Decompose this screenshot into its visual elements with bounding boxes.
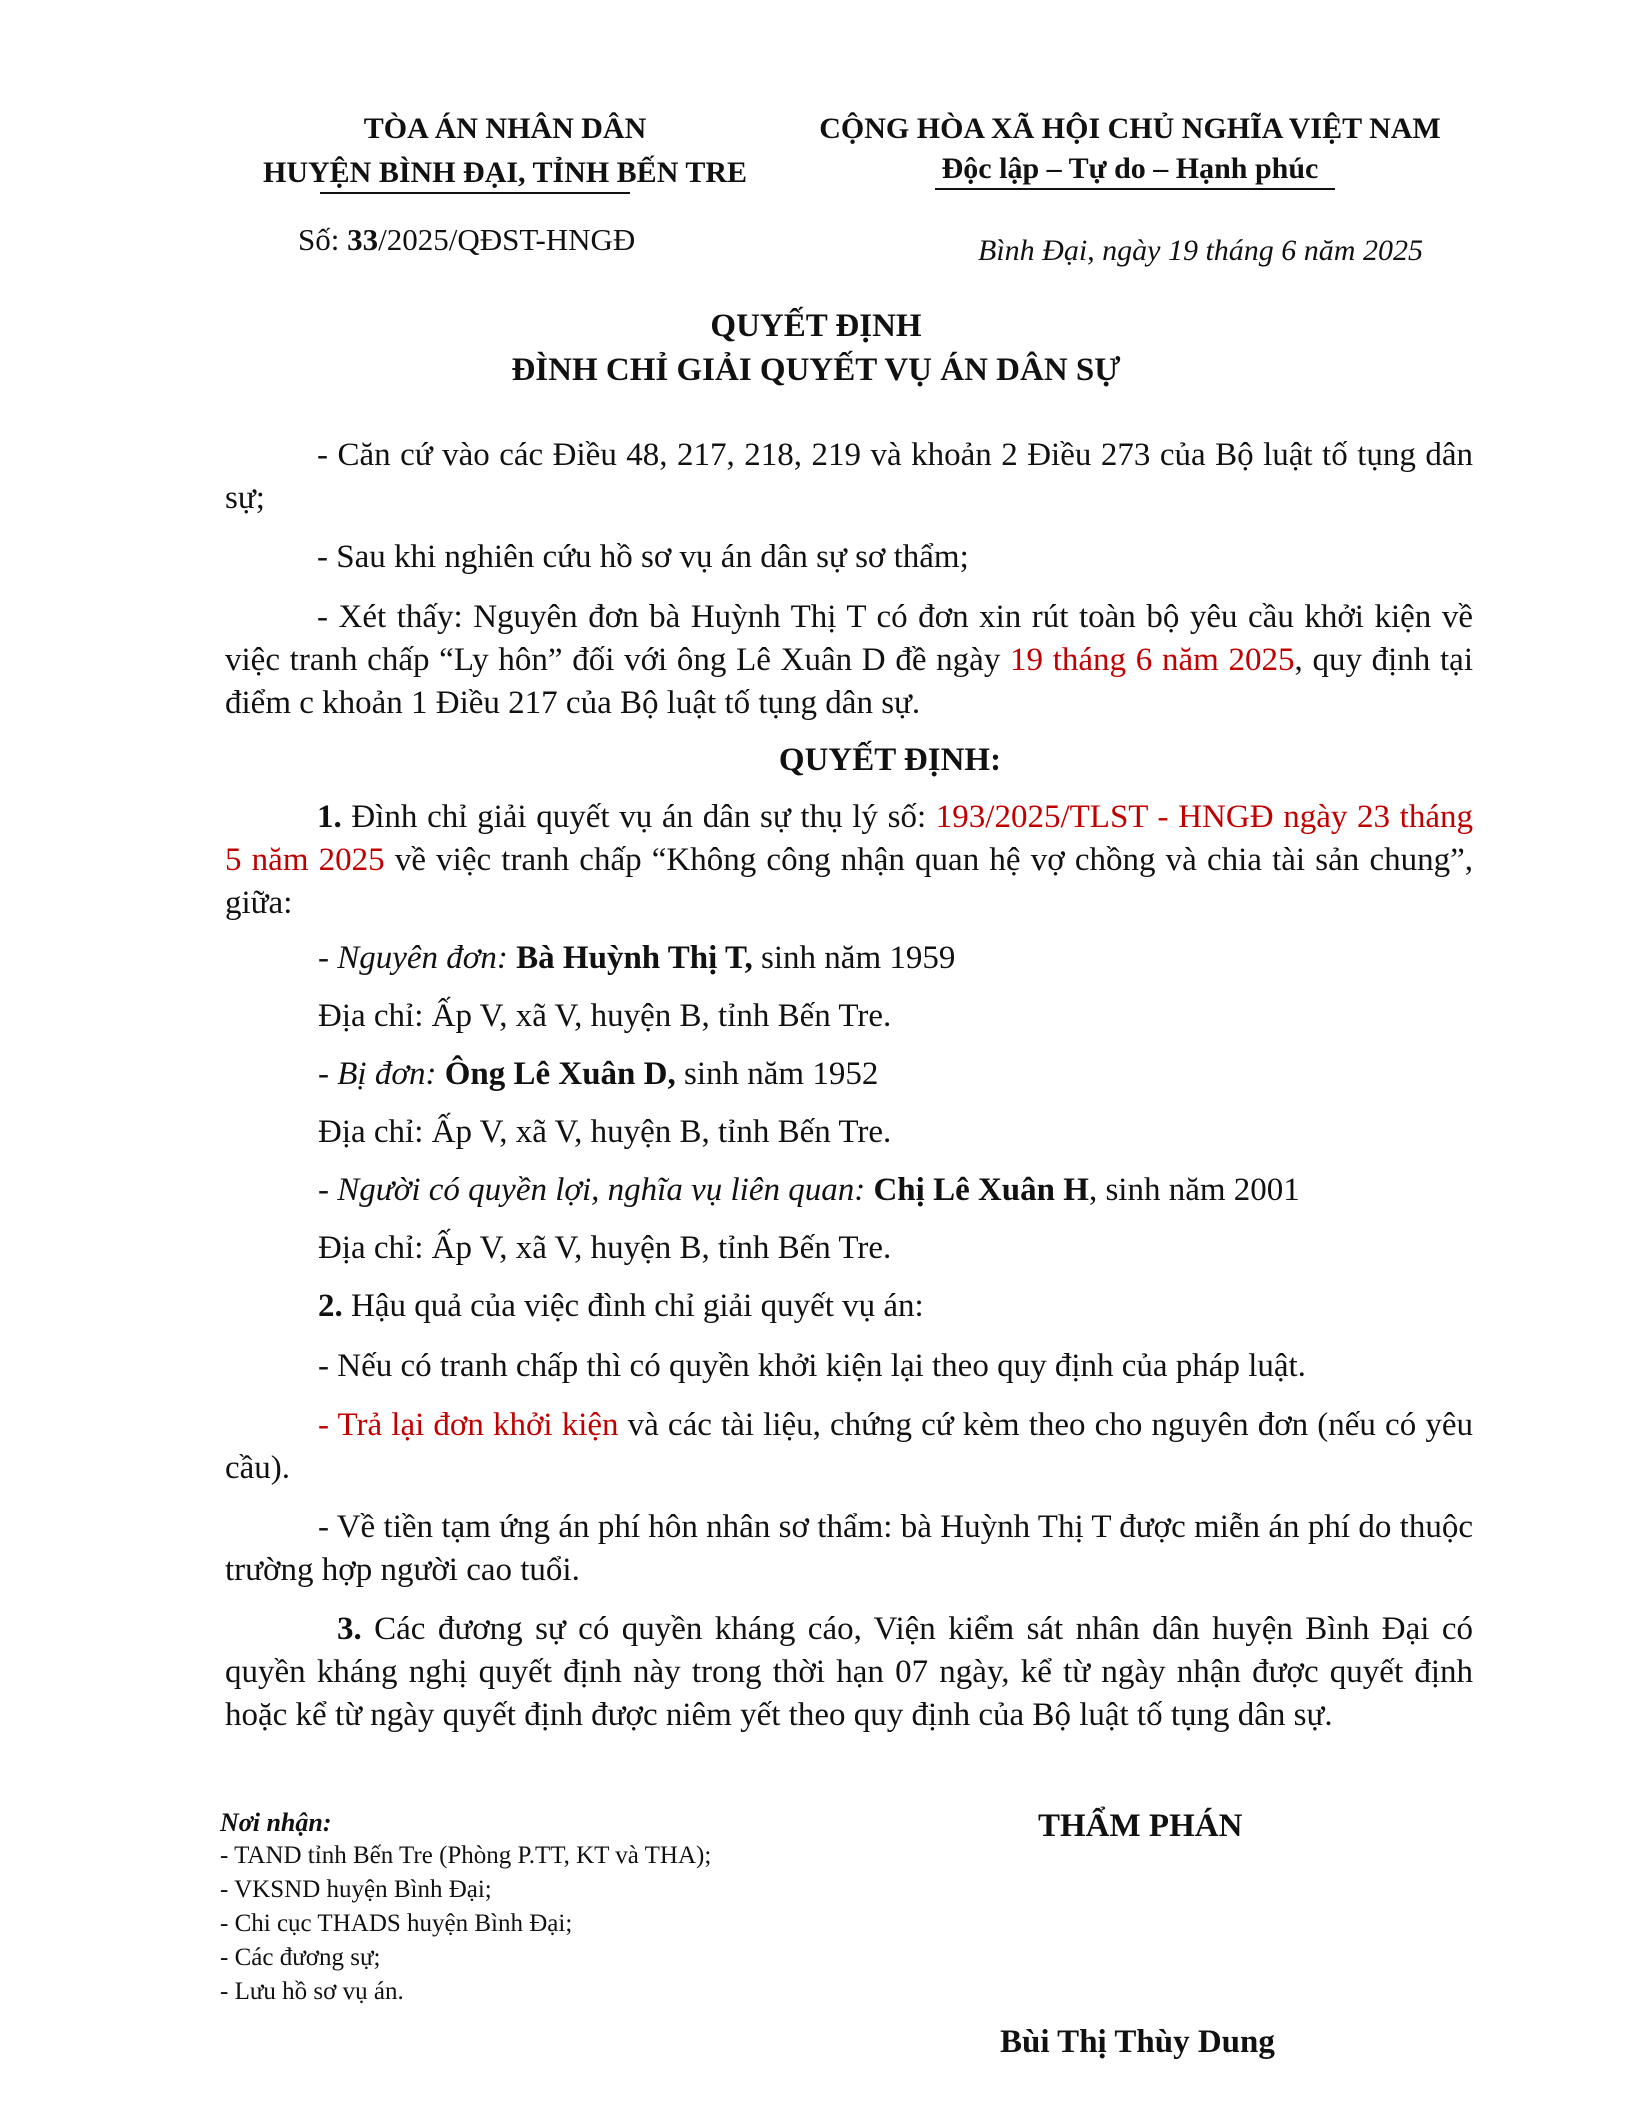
decision-heading: QUYẾT ĐỊNH: (778, 742, 1002, 778)
related-name: Chị Lê Xuân H (865, 1172, 1089, 1208)
decision-item-3 (225, 1608, 1473, 1737)
item-1-number: 1. (317, 799, 342, 835)
recipients-title: Nơi nhận: (220, 1808, 332, 1837)
preamble-finding (225, 596, 1473, 725)
signer-title: THẨM PHÁN (1038, 1808, 1243, 1844)
defendant-birth: sinh năm 1952 (675, 1056, 879, 1092)
finding-date: 19 tháng 6 năm 2025 (1010, 642, 1295, 678)
signer-name: Bùi Thị Thùy Dung (1000, 2024, 1275, 2060)
plaintiff-birth: sinh năm 1959 (752, 940, 956, 976)
recipient-item: - TAND tỉnh Bến Tre (Phòng P.TT, KT và THA); (220, 1842, 712, 1869)
defendant-address: Địa chỉ: Ấp V, xã V, huyện B, tỉnh Bến Tre. (318, 1114, 892, 1150)
consequence-3: - Về tiền tạm ứng án phí hôn nhân sơ thẩm: bà Huỳnh Thị T được miễn án phí do thuộc trường hợp người cao tuổi. (225, 1509, 1473, 1588)
recipient-item: - Lưu hồ sơ vụ án. (220, 1978, 404, 2005)
plaintiff-role: Nguyên đơn: (337, 940, 508, 976)
item-3-text: Các đương sự có quyền kháng cáo, Viện kiểm sát nhân dân huyện Bình Đại có quyền kháng nghị quyết định này trong thời hạn 07 ngày, kể từ ngày nhận được quyết định hoặc kể từ ngày quyết định được niêm yết theo quy định của Bộ luật tố tụng dân sự. (225, 1611, 1473, 1733)
plaintiff-prefix: - (318, 940, 338, 976)
recipient-item: - VKSND huyện Bình Đại; (220, 1876, 492, 1903)
item-1-text-a: Đình chỉ giải quyết vụ án dân sự thụ lý số: (341, 799, 936, 835)
defendant-prefix: - (318, 1056, 338, 1092)
consequence-2-highlight: - Trả lại đơn khởi kiện (318, 1407, 619, 1443)
court-name-line1: TÒA ÁN NHÂN DÂN (363, 112, 647, 145)
item-1-case-number: 193/2025/TLST - HNGĐ ngày 23 tháng 5 năm 2025 (225, 799, 1473, 878)
decision-item-2 (318, 1288, 924, 1325)
motto-underline (935, 188, 1335, 190)
doc-no-number: 33 (347, 222, 379, 257)
defendant-role: Bị đơn: (337, 1056, 437, 1092)
decision-item-1 (225, 796, 1473, 925)
consequence-2-text: và các tài liệu, chứng cứ kèm theo cho nguyên đơn (nếu có yêu cầu). (225, 1407, 1473, 1486)
related-role: Người có quyền lợi, nghĩa vụ liên quan: (337, 1172, 866, 1208)
nation-name: CỘNG HÒA XÃ HỘI CHỦ NGHĨA VIỆT NAM (819, 112, 1441, 145)
related-prefix: - (318, 1172, 338, 1208)
court-underline (320, 192, 630, 194)
defendant-line (318, 1056, 878, 1093)
related-birth: , sinh năm 2001 (1088, 1172, 1300, 1208)
plaintiff-address: Địa chỉ: Ấp V, xã V, huyện B, tỉnh Bến Tre. (318, 998, 892, 1034)
related-party-line (318, 1172, 1300, 1209)
preamble-review: - Sau khi nghiên cứu hồ sơ vụ án dân sự sơ thẩm; (317, 539, 969, 575)
plaintiff-name: Bà Huỳnh Thị T, (507, 940, 753, 976)
document-title: QUYẾT ĐỊNH (710, 308, 922, 344)
recipient-item: - Các đương sự; (220, 1944, 381, 1971)
court-name-line2: HUYỆN BÌNH ĐẠI, TỈNH BẾN TRE (263, 156, 747, 189)
consequence-2 (225, 1404, 1473, 1490)
date-place: Bình Đại, ngày 19 tháng 6 năm 2025 (978, 234, 1423, 267)
consequence-1: - Nếu có tranh chấp thì có quyền khởi kiện lại theo quy định của pháp luật. (318, 1348, 1306, 1384)
item-2-number: 2. (318, 1288, 343, 1324)
defendant-name: Ông Lê Xuân D, (436, 1056, 676, 1092)
doc-no-prefix: Số: (298, 222, 348, 257)
doc-no-suffix: /2025/QĐST-HNGĐ (378, 222, 636, 257)
recipient-item: - Chi cục THADS huyện Bình Đại; (220, 1910, 573, 1937)
document-number (298, 222, 635, 258)
nation-motto: Độc lập – Tự do – Hạnh phúc (941, 152, 1319, 185)
item-2-text: Hậu quả của việc đình chỉ giải quyết vụ án: (342, 1288, 924, 1324)
finding-text-b: , quy định tại điểm c khoản 1 Điều 217 của Bộ luật tố tụng dân sự. (225, 642, 1473, 721)
document-subtitle: ĐÌNH CHỈ GIẢI QUYẾT VỤ ÁN DÂN SỰ (511, 352, 1121, 388)
plaintiff-line (318, 940, 955, 977)
item-1-text-b: về việc tranh chấp “Không công nhận quan hệ vợ chồng và chia tài sản chung”, giữa: (225, 842, 1473, 921)
item-3-number: 3. (337, 1611, 362, 1647)
related-party-address: Địa chỉ: Ấp V, xã V, huyện B, tỉnh Bến Tre. (318, 1230, 892, 1266)
finding-text-a: - Xét thấy: Nguyên đơn bà Huỳnh Thị T có đơn xin rút toàn bộ yêu cầu khởi kiện về việc tranh chấp “Ly hôn” đối với ông Lê Xuân D đề ngày (225, 599, 1473, 678)
preamble-legal-basis: - Căn cứ vào các Điều 48, 217, 218, 219 và khoản 2 Điều 273 của Bộ luật tố tụng dân sự; (225, 437, 1473, 516)
